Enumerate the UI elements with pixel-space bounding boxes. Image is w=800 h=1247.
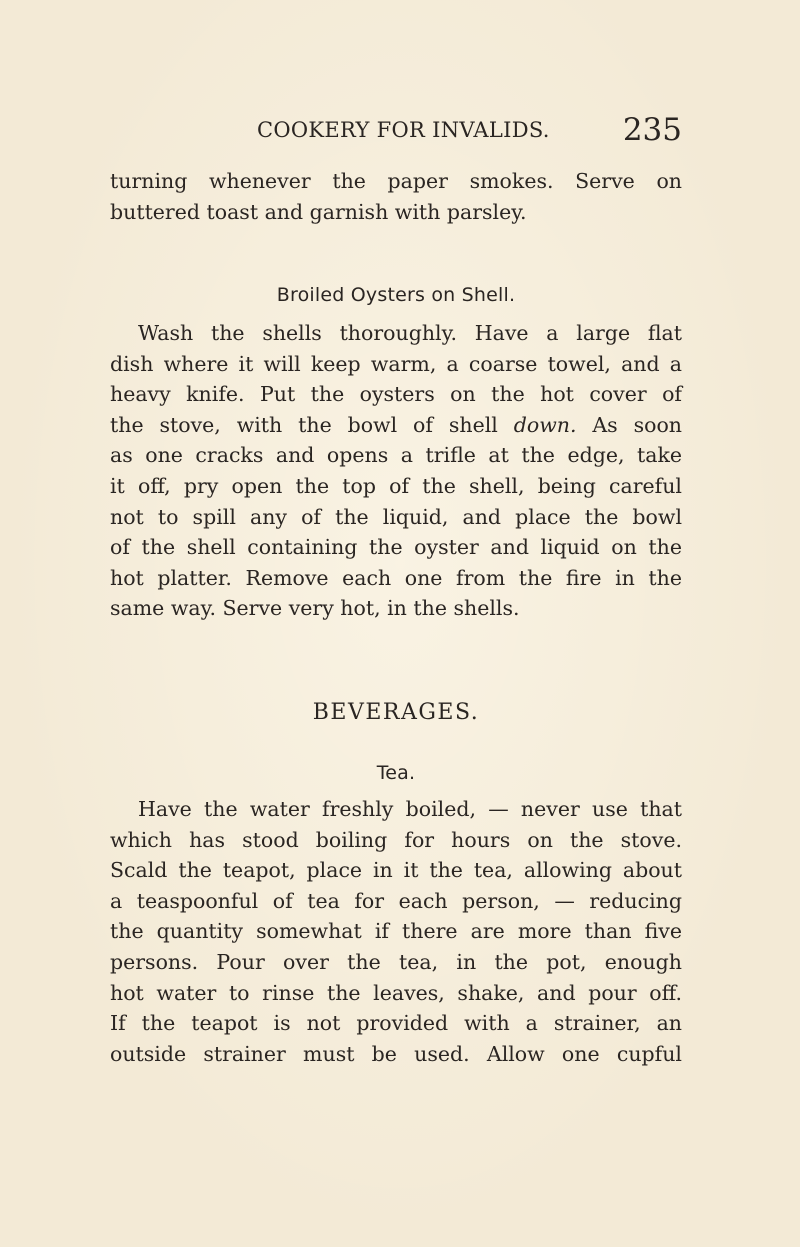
text-line: heavy knife. Put the oysters on the hot cover of	[110, 382, 682, 407]
text-line: dish where it will keep warm, a coarse towel, and a	[110, 351, 682, 376]
text-line: hot platter. Remove each one from the fire in the	[110, 565, 682, 590]
section-heading-beverages: BEVERAGES.	[312, 700, 480, 725]
text-line: buttered toast and garnish with parsley.	[110, 199, 527, 224]
text-line: of the shell containing the oyster and liquid on the	[110, 535, 682, 560]
text-segment: the stove, with the bowl of shell	[110, 412, 514, 437]
text-line: turning whenever the paper smokes. Serve on	[110, 169, 682, 193]
text-line: which has stood boiling for hours on the stove.	[110, 827, 682, 852]
intro-paragraph	[110, 166, 682, 227]
running-title: COOKERY FOR INVALIDS.	[257, 118, 550, 142]
text-segment: As soon	[576, 412, 683, 437]
text-line: Wash the shells thoroughly. Have a large flat	[138, 321, 682, 345]
oysters-paragraph	[110, 318, 682, 624]
text-line: as one cracks and opens a trifle at the edge, take	[110, 443, 682, 468]
page-number: 235	[622, 112, 682, 148]
text-line: Have the water freshly boiled, — never use that	[138, 797, 682, 821]
recipe-heading-oysters: Broiled Oysters on Shell.	[276, 284, 516, 306]
text-line: the quantity somewhat if there are more than five	[110, 919, 682, 944]
recipe-heading-tea: Tea.	[376, 762, 416, 784]
text-line: outside strainer must be used. Allow one cupful	[110, 1041, 682, 1066]
text-line: a teaspoonful of tea for each person, — reducing	[110, 888, 682, 913]
text-line: hot water to rinse the leaves, shake, and pour off.	[110, 980, 682, 1005]
tea-paragraph	[110, 794, 682, 1069]
text-line: If the teapot is not provided with a strainer, an	[110, 1011, 682, 1036]
text-line: it off, pry open the top of the shell, being careful	[110, 473, 682, 498]
text-line: persons. Pour over the tea, in the pot, enough	[110, 949, 682, 974]
italic-word: down.	[513, 412, 577, 437]
text-line: not to spill any of the liquid, and place the bowl	[110, 504, 682, 529]
text-line	[110, 410, 682, 441]
running-head	[112, 112, 682, 156]
text-line: Scald the teapot, place in it the tea, allowing about	[110, 858, 682, 883]
text-line: same way. Serve very hot, in the shells.	[110, 596, 520, 621]
